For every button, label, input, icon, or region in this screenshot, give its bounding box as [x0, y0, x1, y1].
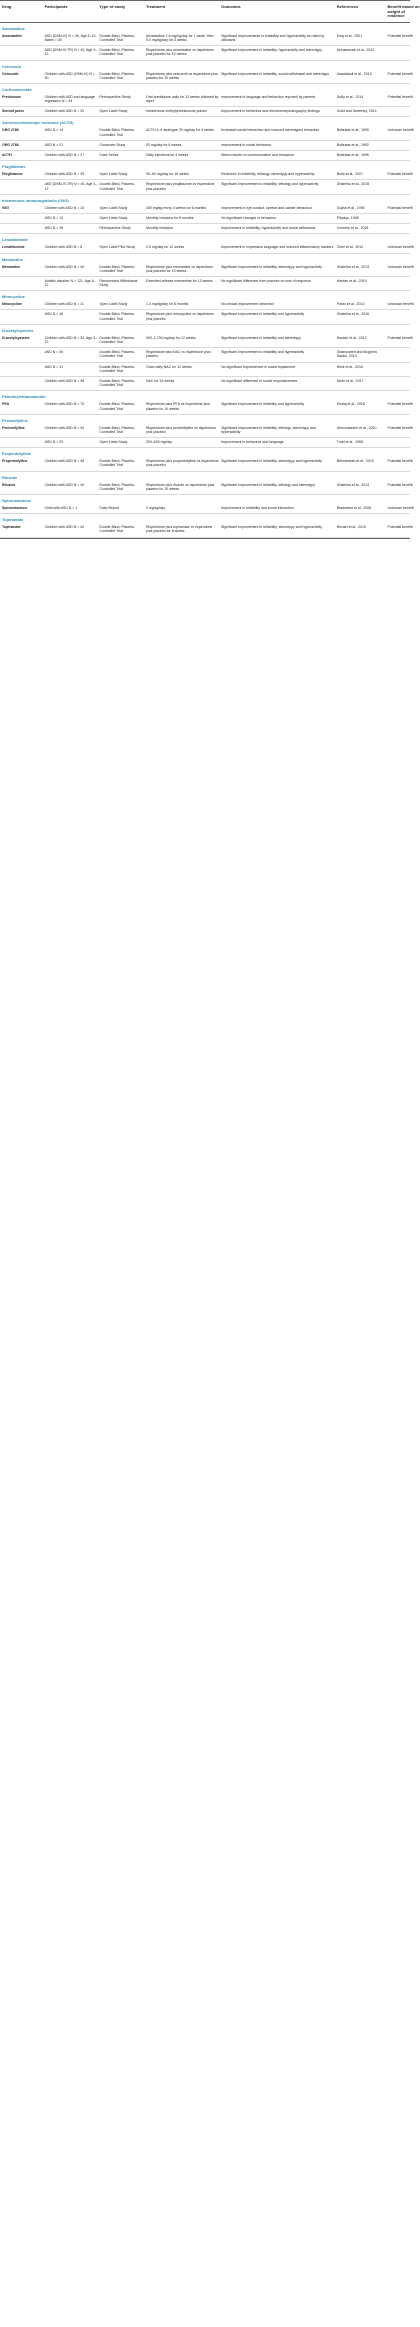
table-row: [0, 180, 410, 194]
cell-drug: IVIG: [2, 205, 10, 210]
cell-treatment: Risperidone plus celecoxib vs risperidone plus placebo for 10 weeks: [146, 71, 218, 80]
cell-refs: Asadabadi et al., 2013: [336, 71, 372, 76]
cell-participants: Children with ASD N = 8: [44, 245, 83, 250]
cell-drug: Celecoxib: [2, 71, 19, 76]
cell-treatment: Risperidone plus propentofylline vs risperidone plus placebo: [146, 459, 219, 468]
cell-benefit: [387, 153, 419, 157]
cell-type: Double-Blind, Placebo-Controlled Trial: [99, 482, 136, 491]
header-references: References: [336, 4, 359, 9]
table-row: [0, 141, 410, 151]
cell-drug: [2, 279, 43, 287]
cell-outcomes: Increased social interaction and reduced stereotyped behaviour: [221, 128, 320, 133]
cell-participants: ASD N = 23: [44, 440, 64, 445]
group-heading: Celecoxib: [2, 63, 21, 69]
cell-treatment: Extended-release memantine for 12 weeks: [146, 278, 213, 283]
cell-outcomes: Improvement in eye contact, speech and calmer behaviour: [221, 205, 312, 210]
cell-refs: Ghanizadeh and Moghimi-Sarani, 2013: [336, 350, 378, 359]
cell-benefit: [387, 216, 419, 220]
header-drug: Drug: [2, 4, 12, 9]
cell-refs: Plioplys, 1998: [336, 215, 359, 220]
cell-refs: Gupta et al., 1996: [336, 205, 365, 210]
cell-participants: Children with ASD N = 40: [44, 525, 85, 530]
cell-type: Open Label Pilot Study: [99, 245, 136, 250]
cell-treatment: Risperidone plus pentoxifylline vs risperidone plus placebo: [146, 425, 217, 434]
cell-benefit: [387, 350, 419, 358]
header-treatment: Treatment: [146, 4, 166, 9]
cell-benefit: Potential benefit: [387, 459, 413, 464]
cell-type: Open Label Study: [99, 302, 128, 307]
cell-outcomes: No significant difference from placebo on loss of response: [221, 278, 311, 283]
cell-benefit: [387, 109, 419, 113]
cell-participants: Children with ASD N = 40: [44, 264, 85, 269]
cell-refs: Ghaleiha et al., 2015: [336, 182, 370, 187]
cell-benefit: Unknown benefit: [387, 264, 414, 269]
cell-refs: Akhondzadeh et al., 2010: [336, 425, 377, 430]
cell-type: Randomized Withdrawal Study: [99, 278, 138, 288]
cell-benefit: Potential benefit: [387, 402, 413, 407]
cell-drug: Prednisone: [2, 94, 22, 99]
cell-participants: ASD (DSM-IV-TR) N = 40, Age 4–12: [44, 48, 98, 57]
cell-type: Case Report: [99, 506, 120, 511]
cell-outcomes: Improvement in language and behaviour reported by parents: [221, 94, 316, 99]
cell-benefit: Unknown benefit: [387, 128, 414, 133]
cell-type: Double-Blind, Placebo-Controlled Trial: [99, 128, 136, 137]
cell-drug: Riluzole: [2, 482, 16, 487]
cell-drug: ORG 2766: [2, 142, 19, 147]
cell-drug: [2, 350, 43, 358]
group-heading: Propentofylline: [2, 451, 32, 457]
cell-refs: Hardan et al., 2012: [336, 335, 367, 340]
cell-drug: Pioglitazone: [2, 172, 23, 177]
cell-participants: ASD N = 40: [44, 350, 64, 355]
cell-treatment: Risperidone plus memantine vs risperidone plus placebo for 10 weeks: [146, 264, 214, 273]
cell-benefit: [387, 312, 419, 320]
cell-participants: Children with ASD N = 27: [44, 153, 85, 158]
cell-outcomes: Improvement in irritability, hyperactivity and social withdrawal: [221, 226, 316, 231]
cell-drug: Topiramate: [2, 525, 21, 530]
cell-benefit: Potential benefit: [387, 33, 413, 38]
cell-benefit: Potential benefit: [387, 482, 413, 487]
group-heading: Pioglitazone: [2, 164, 26, 170]
cell-treatment: Risperidone plus pioglitazone vs risperidone plus placebo: [146, 182, 215, 191]
group-heading: Topiramate: [2, 517, 24, 523]
group-heading: Intravenous immunoglobulin (IVIG): [2, 197, 69, 203]
cell-outcomes: Significant improvement in irritability, stereotypy and hyperactivity: [221, 459, 322, 464]
cell-benefit: Unknown benefit: [387, 302, 414, 307]
table-row: [0, 363, 410, 377]
cell-treatment: Risperidone plus amantadine vs risperidone plus placebo for 10 weeks: [146, 48, 215, 57]
cell-type: Double-Blind, Placebo-Controlled Trial: [99, 312, 136, 321]
cell-benefit: [387, 143, 419, 147]
cell-refs: Buitelaar et al., 1990: [336, 128, 369, 133]
cell-type: Double-Blind, Placebo-Controlled Trial: [99, 33, 136, 42]
cell-participants: Autistic disorder N = 121, Age 6–12: [44, 278, 96, 288]
cell-outcomes: Significant improvement in irritability, hyperactivity and stereotypy: [221, 48, 322, 53]
cell-participants: ASD N = 21: [44, 142, 64, 147]
table-row: [0, 334, 413, 348]
table-body: [0, 23, 414, 538]
cell-drug: [2, 440, 43, 444]
cell-participants: Children with ASD (DSM-IV) N = 40: [44, 71, 95, 80]
group-heading: Palmitoylethanolamide: [2, 394, 46, 400]
cell-refs: Chez et al., 2012: [336, 245, 364, 250]
cell-outcomes: Improvement in behaviour and electroencephalography findings: [221, 109, 320, 114]
cell-drug: ORG 2766: [2, 128, 19, 133]
cell-participants: Children with ASD N = 40: [44, 482, 85, 487]
group-heading: Spironolactone: [2, 498, 32, 504]
table-header: [0, 0, 420, 23]
cell-participants: Children with ASD N = 25: [44, 172, 85, 177]
cell-outcomes: Significant improvement in irritability, social withdrawal and stereotypy: [221, 71, 329, 76]
cell-benefit: [387, 226, 419, 230]
cell-refs: Golla and Sweeney, 2014: [336, 109, 377, 114]
cell-treatment: Amantadine 2.5 mg/kg/day for 1 week, then 5.0 mg/kg/day for 3 weeks: [146, 33, 214, 42]
cell-benefit: Potential benefit: [387, 425, 413, 430]
cell-outcomes: Significant improvement in irritability and hyperactivity: [221, 402, 305, 407]
table-row: [0, 310, 410, 324]
cell-outcomes: No significant difference in social responsiveness: [221, 378, 298, 383]
cell-outcomes: Significant improvements in irritability and hyperactivity as rated by clinicians: [221, 33, 325, 42]
cell-refs: Boris et al., 2007: [336, 172, 364, 177]
cell-refs: Pardo et al., 2013: [336, 302, 365, 307]
cell-refs: King et al., 2001: [336, 33, 363, 38]
cell-type: Double-Blind, Placebo-Controlled Trial: [99, 71, 136, 80]
cell-treatment: Risperidone plus minocycline vs risperidone plus placebo: [146, 312, 215, 321]
cell-outcomes: Improvement in irritability and social interaction: [221, 506, 294, 511]
cell-participants: Children with ASD N = 20: [44, 109, 85, 114]
cell-refs: Mohammadi et al., 2013: [336, 48, 375, 53]
header-participants: Participants: [44, 4, 68, 9]
cell-outcomes: Significant improvement in irritability and stereotypy: [221, 335, 301, 340]
cell-drug: [2, 379, 43, 387]
cell-type: Crossover Study: [99, 142, 126, 147]
table-row: [0, 46, 410, 60]
cell-outcomes: Significant improvement in irritability, lethargy, stereotypy and hyperactivity: [221, 425, 316, 434]
cell-drug: [2, 182, 43, 190]
cell-type: Open Label Study: [99, 215, 128, 220]
cell-refs: Turel et al., 1983: [336, 440, 363, 445]
cell-benefit: [387, 48, 419, 56]
cell-type: Double-Blind, Placebo-Controlled Trial: [99, 48, 136, 57]
cell-benefit: [387, 365, 419, 373]
cell-treatment: Daily injections for 4 weeks: [146, 153, 189, 158]
cell-treatment: 2.5 mg/day for 12 weeks: [146, 245, 185, 250]
cell-drug: [2, 365, 43, 373]
cell-drug: Amantadine: [2, 33, 23, 38]
cell-participants: ASD N = 14: [44, 128, 64, 133]
cell-outcomes: Reduction in irritability, lethargy, stereotypy and hyperactivity: [221, 172, 315, 177]
cell-refs: Dean et al., 2017: [336, 378, 364, 383]
cell-refs: Hardan et al., 2019: [336, 278, 367, 283]
cell-participants: ASD N = 46: [44, 312, 64, 317]
cell-participants: Children with ASD and language regression N = 44: [44, 94, 95, 104]
table-row: [0, 438, 410, 448]
table-row: [0, 523, 413, 537]
cell-participants: ASD N = 26: [44, 226, 64, 231]
cell-outcomes: Significant improvement in irritability, stereotypy and hyperactivity: [221, 264, 322, 269]
cell-refs: Buitelaar et al., 1996: [336, 153, 369, 158]
cell-drug: Memantine: [2, 264, 21, 269]
cell-benefit: Unknown benefit: [387, 245, 414, 250]
cell-participants: ASD N = 31: [44, 364, 64, 369]
cell-refs: Behmanesh et al., 2019: [336, 459, 374, 464]
cell-treatment: Oral prednisone daily for 12 weeks followed by taper: [146, 94, 219, 104]
group-heading: Lenalidomide: [2, 237, 28, 243]
table-row: [0, 481, 413, 495]
cell-type: Double-Blind, Placebo-Controlled Trial: [99, 378, 136, 388]
cell-drug: Propentofylline: [2, 459, 28, 464]
cell-refs: Rezaei et al., 2010: [336, 525, 366, 530]
header-benefit: Benefit based on weight of evidence: [387, 4, 420, 19]
cell-treatment: Intravenous methylprednisolone pulses: [146, 109, 207, 114]
group-heading: Amantadine: [2, 25, 25, 31]
cell-type: Double-Blind, Placebo-Controlled Trial: [99, 182, 136, 191]
cell-outcomes: Mixed results on communication and behaviour: [221, 153, 295, 158]
cell-treatment: 400 mg/kg every 4 weeks for 6 months: [146, 205, 207, 210]
header-type: Type of study: [99, 4, 126, 9]
table-row: [0, 32, 413, 46]
cell-refs: Bradstreet et al., 2006: [336, 506, 372, 511]
cell-benefit: [387, 440, 419, 444]
cell-benefit: Unknown benefit: [387, 506, 414, 511]
cell-type: Retrospective Study: [99, 94, 131, 99]
cell-drug: [2, 312, 43, 320]
cell-treatment: NAC for 16 weeks: [146, 378, 175, 383]
table-row: [0, 107, 410, 117]
cell-drug: N-acetylcysteine: [2, 335, 30, 340]
table-row: [0, 348, 410, 362]
cell-refs: Ghaleiha et al., 2013: [336, 482, 370, 487]
cell-treatment: Monthly infusions for 6 months: [146, 215, 194, 220]
cell-participants: Children with ASD N = 10: [44, 205, 85, 210]
cell-outcomes: Significant improvement in irritability, lethargy and stereotypy: [221, 482, 315, 487]
cell-treatment: Risperidone plus PEA vs risperidone plus placebo for 10 weeks: [146, 402, 211, 411]
table-row: [0, 70, 413, 84]
table-row: [0, 504, 414, 514]
cell-treatment: Once-daily NAC for 12 weeks: [146, 364, 192, 369]
table-row: [0, 93, 413, 107]
cell-drug: [2, 226, 43, 230]
header-outcomes: Outcomes: [221, 4, 241, 9]
cell-treatment: 20 mg/day for 6 weeks: [146, 142, 182, 147]
table-row: [0, 214, 410, 224]
cell-benefit: Potential benefit: [387, 71, 413, 76]
cell-participants: Children with ASD N = 11: [44, 302, 84, 307]
cell-benefit: [387, 182, 419, 190]
cell-type: Open Label Study: [99, 205, 128, 210]
cell-type: Double-Blind, Placebo-Controlled Trial: [99, 425, 136, 434]
cell-refs: Ghaleiha et al., 2016: [336, 312, 370, 317]
table-row: [0, 400, 413, 414]
group-heading: N-acetylcysteine: [2, 327, 34, 333]
cell-outcomes: Significant improvement in irritability, stereotypy and hyperactivity: [221, 525, 322, 530]
table-row: [0, 457, 413, 471]
cell-drug: PEA: [2, 402, 10, 407]
cell-type: Double-Blind, Placebo-Controlled Trial: [99, 459, 136, 468]
cell-drug: Steroid pulse: [2, 109, 25, 114]
cell-type: Double-Blind, Placebo-Controlled Trial: [99, 264, 136, 273]
cell-drug: Lenalidomide: [2, 245, 25, 250]
cell-type: Double-Blind, Placebo-Controlled Trial: [99, 350, 136, 359]
cell-type: Case Series: [99, 153, 119, 158]
table-row: [0, 263, 414, 277]
table-row: [0, 424, 413, 438]
table-row: [0, 170, 413, 180]
cell-treatment: 900–2,700 mg/day for 12 weeks: [146, 335, 196, 340]
group-heading: Memantine: [2, 256, 23, 262]
cell-outcomes: Improvement in social behaviour: [221, 142, 272, 147]
group-heading: Minocycline: [2, 294, 25, 300]
cell-type: Double-Blind, Placebo-Controlled Trial: [99, 364, 136, 373]
cell-participants: ASD (DSM-IV-TR) N = 40, Age 4–12: [44, 182, 98, 191]
cell-treatment: ACTH 4–9 analogue 20 mg/day for 4 weeks: [146, 128, 214, 133]
cell-outcomes: Significant improvement in irritability and hyperactivity: [221, 312, 305, 317]
cell-type: Double-Blind, Placebo-Controlled Trial: [99, 525, 136, 534]
table-row: [0, 224, 410, 234]
cell-drug: Spironolactone: [2, 506, 28, 511]
cell-drug: Pentoxifylline: [2, 425, 25, 430]
cell-refs: Khalaj et al., 2018: [336, 402, 365, 407]
cell-refs: Ghaleiha et al., 2013: [336, 264, 370, 269]
cell-benefit: [387, 279, 419, 287]
cell-type: Open Label Study: [99, 172, 128, 177]
group-heading: Adrenocorticotropic hormone (ACTH): [2, 120, 74, 126]
cell-refs: Wink et al., 2016: [336, 364, 363, 369]
cell-benefit: Potential benefit: [387, 94, 413, 99]
table-row: [0, 204, 413, 214]
cell-refs: Connery et al., 2018: [336, 226, 369, 231]
group-heading: Pentoxifylline: [2, 417, 29, 423]
cell-treatment: Risperidone plus topiramate vs risperidone plus placebo for 8 weeks: [146, 525, 213, 534]
cell-drug: [2, 48, 43, 56]
cell-participants: Children with ASD N = 98: [44, 378, 85, 383]
cell-type: Double-Blind, Placebo-Controlled Trial: [99, 402, 136, 411]
table-row: [0, 243, 414, 253]
table-row: [0, 300, 414, 310]
cell-outcomes: Significant improvement in irritability and hyperactivity: [221, 350, 305, 355]
cell-treatment: Risperidone plus NAC vs risperidone plus placebo: [146, 350, 211, 359]
table-row: [0, 126, 414, 140]
cell-treatment: 2 mg/kg/day: [146, 506, 166, 511]
cell-type: Open Label Study: [99, 440, 128, 445]
table-row: [0, 277, 410, 291]
cell-treatment: 1.4 mg/kg/day for 6 months: [146, 302, 189, 307]
cell-refs: Duffy et al., 2014: [336, 94, 364, 99]
cell-drug: Minocycline: [2, 302, 23, 307]
cell-treatment: 200–600 mg/day: [146, 440, 173, 445]
cell-participants: Children with ASD N = 70: [44, 402, 85, 407]
cell-type: Double-Blind, Placebo-Controlled Trial: [99, 335, 136, 345]
cell-participants: ASD N = 12: [44, 215, 64, 220]
cell-participants: Children with ASD N = 40: [44, 425, 85, 430]
cell-treatment: 30–60 mg/day for 16 weeks: [146, 172, 190, 177]
cell-outcomes: Significant improvement in irritability, lethargy and hyperactivity: [221, 182, 319, 187]
cell-outcomes: Improvement in expressive language and reduced inflammatory markers: [221, 245, 334, 250]
cell-outcomes: No clinical improvement observed: [221, 302, 274, 307]
table-row: [0, 377, 410, 391]
group-heading: Riluzole: [2, 474, 18, 480]
table-bottom-rule: [0, 538, 410, 539]
cell-outcomes: Improvement in behaviour and language: [221, 440, 284, 445]
group-heading: Corticosteroids: [2, 86, 32, 92]
cell-type: Retrospective Study: [99, 226, 131, 231]
table-row: [0, 151, 410, 161]
cell-refs: Buitelaar et al., 1992: [336, 142, 369, 147]
cell-type: Open Label Study: [99, 109, 128, 114]
cell-drug: ACTH: [2, 153, 12, 158]
cell-benefit: Potential benefit: [387, 172, 413, 177]
cell-participants: ASD (DSM-IV) N = 39, Age 5–19, Males = 30: [44, 33, 97, 42]
cell-benefit: Potential benefit: [387, 205, 413, 210]
cell-benefit: Potential benefit: [387, 335, 413, 340]
cell-outcomes: No significant changes in behaviour: [221, 215, 277, 220]
cell-treatment: Monthly infusions: [146, 226, 174, 231]
cell-participants: Children with ASD N = 33, Age 3–12: [44, 335, 98, 345]
cell-participants: Children with ASD N = 48: [44, 459, 85, 464]
cell-treatment: Risperidone plus riluzole vs risperidone plus placebo for 10 weeks: [146, 482, 215, 491]
cell-outcomes: No significant improvement in social impairment: [221, 364, 296, 369]
cell-benefit: Potential benefit: [387, 525, 413, 530]
cell-benefit: [387, 379, 419, 387]
cell-drug: [2, 216, 43, 220]
cell-participants: Child with ASD N = 1: [44, 506, 78, 511]
